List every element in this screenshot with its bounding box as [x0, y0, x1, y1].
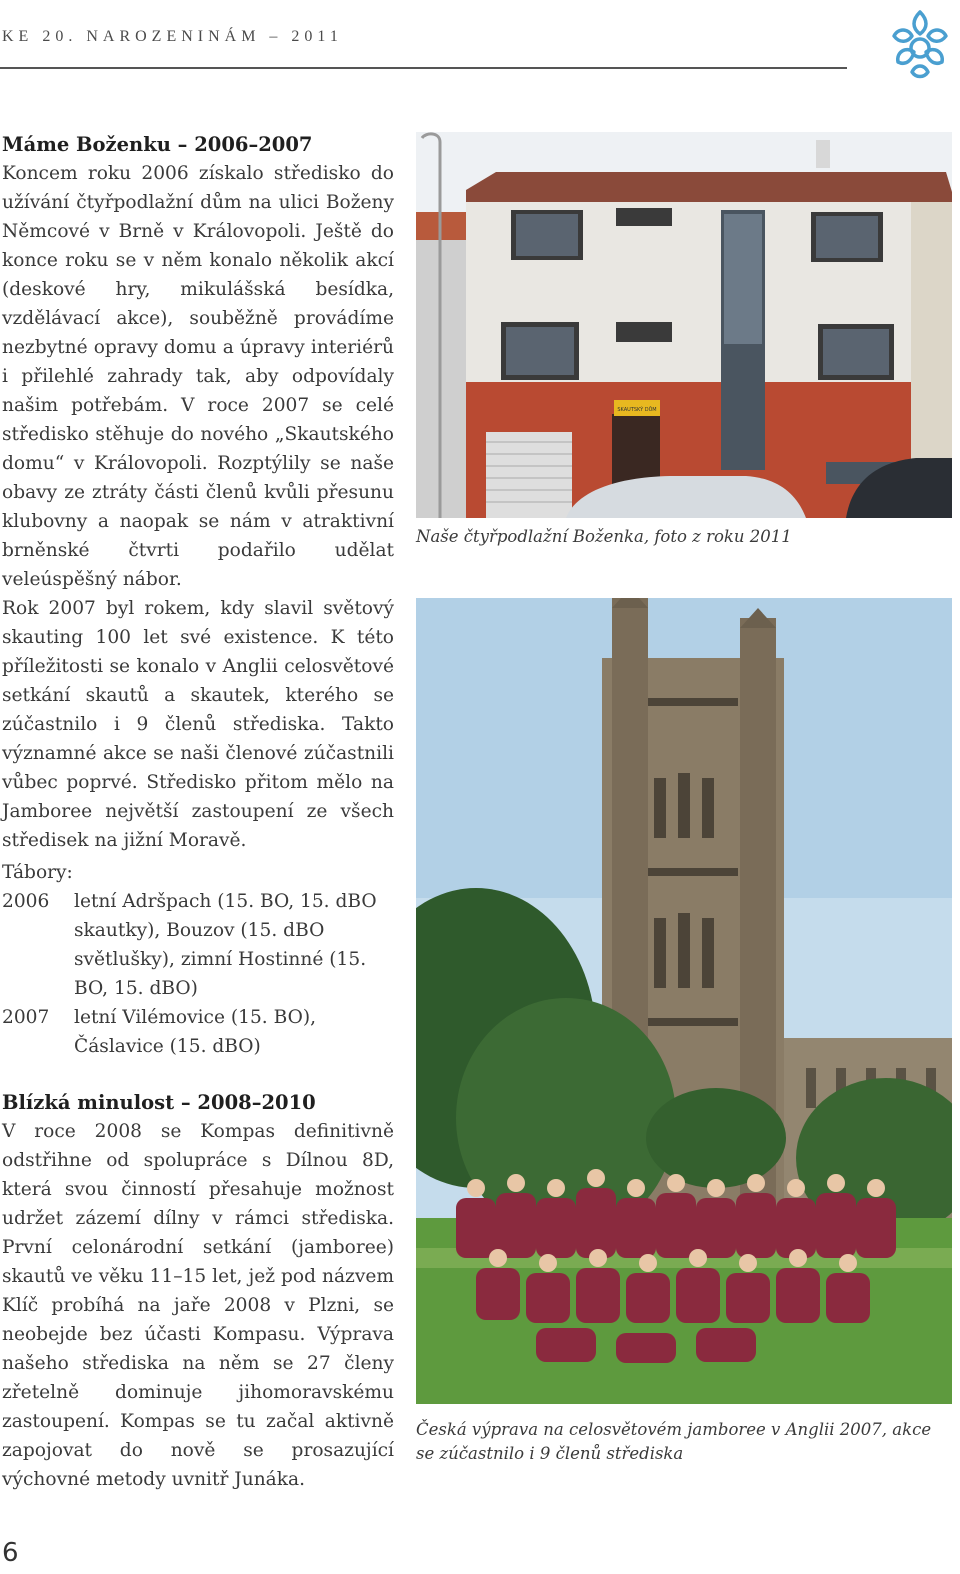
running-header: KE 20. NAROZENINÁM – 2011 — [2, 28, 343, 45]
jamboree-caption: Česká výprava na celosvětovém jamboree v Anglii 2007, akce se zúčastnilo i 9 členů střediska — [416, 1420, 932, 1463]
section-body — [2, 159, 394, 855]
jamboree-photo — [416, 598, 952, 1404]
house-caption: Naše čtyřpodlažní Boženka, foto z roku 2011 — [416, 527, 792, 546]
house-sign-text: SKAUTSKÝ DŮM — [617, 407, 657, 413]
paragraph: Rok 2007 byl rokem, kdy slavil světový skauting 100 let své existence. K této příležitosti se konalo v Anglii celosvětové setkání skautů a skautek, kterého se zúčastnilo i 9 členů střediska. Takto významné akce se naši členové zúčastnili vůbec poprvé. Středisko přitom mělo na Jamboree největší zastoupení ze všech středisek na jižní Moravě. — [2, 598, 394, 851]
section-bozenka — [2, 130, 394, 855]
section-title: Blízká minulost – 2008–2010 — [2, 1091, 316, 1114]
paragraph: Koncem roku 2006 získalo středisko do užívání čtyřpodlažní dům na ulici Boženy Němcové v Brně v Královopoli. Ještě do konce roku se v něm konalo několik akcí (deskové hry, mikulášská besídka, vzdělávací akce), souběžně provádíme nezbytné opravy domu a úpravy interiérů i přilehlé zahrady tak, aby odpovídaly našim potřebám. V roce 2007 se celé středisko stěhuje do nového „Skautského domu“ v Královopoli. Rozptýlily se naše obavy ze ztráty části členů kvůli přesunu klubovny a naopak se nám v atraktivní brněnské čtvrti podařilo udělat veleúspěšný nábor. — [2, 163, 394, 590]
section-recent-past — [2, 1088, 394, 1494]
section-body — [2, 1117, 394, 1494]
camp-row — [2, 1003, 394, 1061]
camp-year: 2006 — [2, 891, 50, 912]
paragraph: V roce 2008 se Kompas definitivně odstřihne od spolupráce s Dílnou 8D, která svou činností přesahuje možnost udržet zázemí dílny v rámci střediska. První celonárodní setkání (jamboree) skautů ve věku 11–15 let, jež pod názvem Klíč probíhá na jaře 2008 v Plzni, se neobejde bez účasti Kompasu. Výprava našeho střediska na něm se 27 členy zřetelně dominuje jihomoravskému zastoupení. Kompas se tu začal aktivně zapojovat do nově se prosazující výchovné metody uvnitř Junáka. — [2, 1121, 394, 1490]
camp-text: letní Vilémovice (15. BO), Čáslavice (15. dBO) — [74, 1007, 317, 1057]
section-title: Máme Boženku – 2006–2007 — [2, 133, 313, 156]
page-number: 6 — [2, 1538, 19, 1568]
lily-trefoil-icon — [882, 6, 958, 82]
header-rule — [0, 67, 847, 69]
camp-text: letní Adršpach (15. BO, 15. dBO skautky), Bouzov (15. dBO světlušky), zimní Hostinné (15. BO, 15. dBO) — [74, 891, 377, 999]
camps-list — [2, 858, 394, 1061]
camp-row — [2, 887, 394, 1003]
camp-year: 2007 — [2, 1007, 50, 1028]
camps-label: Tábory: — [2, 862, 73, 883]
house-photo — [416, 132, 952, 518]
